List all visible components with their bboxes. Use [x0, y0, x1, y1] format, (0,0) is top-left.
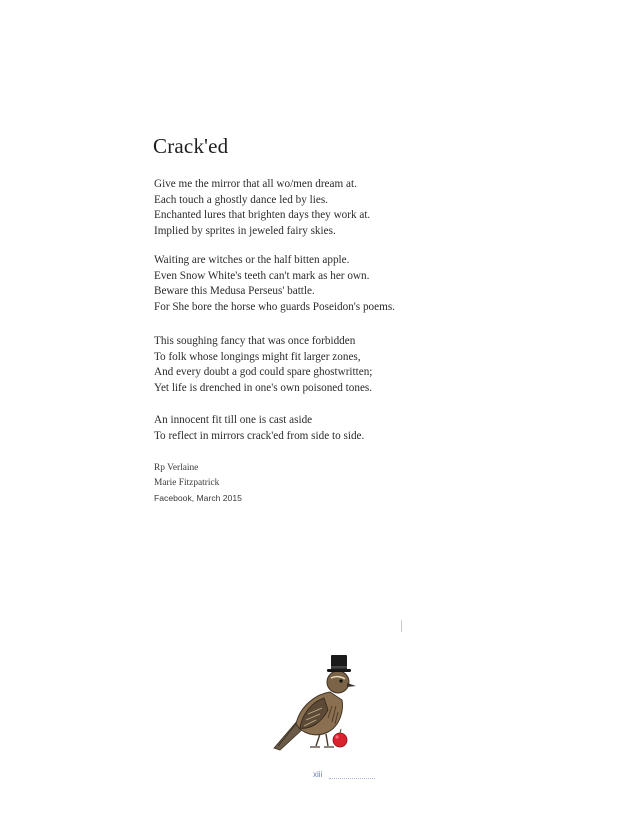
poem-line: Yet life is drenched in one's own poisoned tones.	[154, 381, 373, 394]
poem-line: To reflect in mirrors crack'ed from side to side.	[154, 429, 365, 442]
poem-line: To folk whose longings might fit larger zones,	[154, 350, 361, 363]
poem-line: An innocent fit till one is cast aside	[154, 414, 313, 426]
publication-source: Facebook, March 2015	[154, 492, 242, 503]
poem-line: Waiting are witches or the half bitten apple.	[154, 254, 350, 266]
poem-line: Even Snow White's teeth can't mark as her own.	[154, 269, 370, 282]
author-1: Rp Verlaine	[154, 463, 199, 473]
poem-title: Crack'ed	[153, 134, 229, 158]
stanza-1	[154, 177, 370, 239]
poem-line: Enchanted lures that brighten days they work at.	[154, 209, 371, 222]
poem-line: Beware this Medusa Perseus' battle.	[154, 285, 315, 298]
poem-line: Implied by sprites in jeweled fairy skies.	[154, 224, 336, 237]
margin-mark	[401, 620, 402, 632]
stanza-3	[154, 334, 372, 396]
bird-with-top-hat-icon	[268, 648, 378, 763]
credits	[154, 461, 242, 505]
poem-line: Each touch a ghostly dance led by lies.	[154, 193, 328, 206]
stanza-2	[154, 253, 395, 315]
poem-line: Give me the mirror that all wo/men dream at.	[154, 178, 357, 190]
author-2: Marie Fitzpatrick	[154, 477, 220, 488]
poem-line: For She bore the horse who guards Poseidon's poems.	[154, 300, 395, 313]
poem-line: And every doubt a god could spare ghostwritten;	[154, 366, 373, 379]
stanza-4	[154, 413, 364, 444]
page-number-rule	[329, 778, 375, 779]
page-number: xiii	[313, 770, 323, 779]
poem-line: This soughing fancy that was once forbidden	[154, 335, 356, 347]
